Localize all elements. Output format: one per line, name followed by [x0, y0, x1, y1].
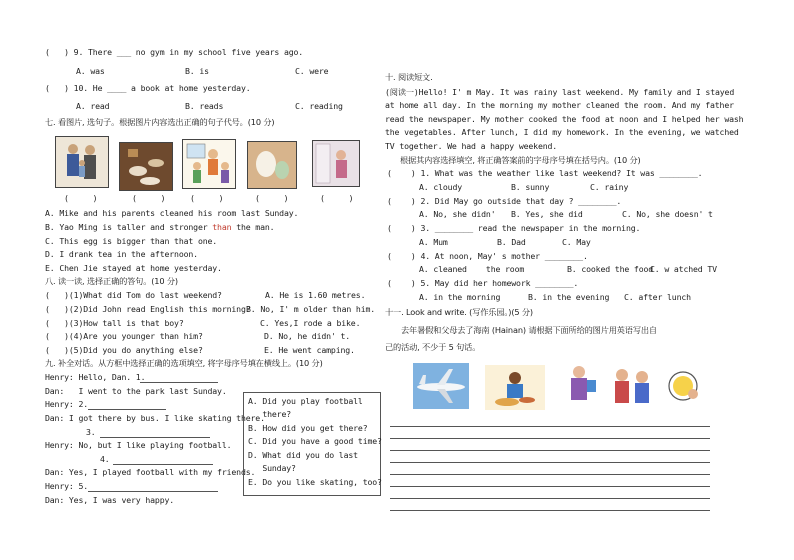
dialog-line-5: 3. [86, 427, 96, 437]
sec8-answer-a: A. He is 1.60 metres. [265, 290, 366, 300]
picture-2-bracket[interactable]: ( ) [132, 193, 166, 203]
section-9-title: 九. 补全对话。从方框中选择正确的选项填空, 将字母序号填在横线上。(10 分) [45, 358, 323, 368]
question-9: ( ) 9. There ___ no gym in my school five years ago. [45, 47, 304, 57]
dialog-blank-3[interactable] [100, 437, 210, 438]
rq4-option-b: B. cooked the food [567, 264, 654, 274]
passage-line-5: TV together. We had a happy weekend. [385, 141, 558, 151]
passage-line-1: (阅读一)Hello! I' m May. It was rainy last weekend. My family and I stayed [385, 87, 735, 97]
section-7-title: 七. 看图片, 选句子。根据图片内容选出正确的句子代号。(10 分) [45, 117, 275, 127]
sec8-answer-b: B. No, I' m older than him. [246, 304, 376, 314]
passage-line-3: read the newspaper. My mother cooked the food at noon and I helped her wash [385, 114, 744, 124]
picture-girl-at-home [312, 140, 360, 187]
sentence-c: C. This egg is bigger than that one. [45, 236, 218, 246]
rq4-option-c: C. w atched TV [650, 264, 717, 274]
writing-line-1[interactable] [390, 426, 710, 427]
rq5-option-c: C. after lunch [624, 292, 691, 302]
rq4-option-a: A. cleaned the room [419, 264, 525, 274]
dialog-line-8: Dan: Yes, I played football with my friends. [45, 467, 256, 477]
reading-question-2: ( ) 2. Did May go outside that day ? ________. [387, 196, 622, 206]
q9-option-a: A. was [76, 66, 105, 76]
dialog-line-2: Dan: I went to the park last Sunday. [45, 386, 227, 396]
sec8-question-5: ( )(5)Did you do anything else? [45, 345, 203, 355]
writing-line-3[interactable] [390, 450, 710, 451]
sec8-question-3: ( )(3)How tall is that boy? [45, 318, 184, 328]
box-option-a: A. Did you play football [248, 396, 363, 406]
rq5-option-a: A. in the morning [419, 292, 501, 302]
question-10: ( ) 10. He ____ a book at home yesterday. [45, 83, 251, 93]
q10-option-a: A. read [76, 101, 110, 111]
sentence-b [45, 222, 274, 233]
passage-line-4: the vegetables. After lunch, I did my homework. In the evening, we watched [385, 127, 739, 137]
dialog-line-9: Henry: 5. [45, 481, 89, 491]
picture-swimming-pool [563, 362, 599, 410]
q10-option-b: B. reads [185, 101, 224, 111]
dialog-line-7: 4. [100, 454, 110, 464]
reading-question-1: ( ) 1. What was the weather like last weekend? It was ________. [387, 168, 703, 178]
sentence-a: A. Mike and his parents cleaned his room last Sunday. [45, 208, 299, 218]
rq3-option-b: B. Dad [497, 237, 526, 247]
rq5-option-b: B. in the evening [528, 292, 610, 302]
sec8-answer-e: E. He went camping. [264, 345, 355, 355]
sec8-question-1: ( )(1)What did Tom do last weekend? [45, 290, 222, 300]
reading-instructions: 根据其内容选择填空, 将正确答案前的字母序号填在括号内。(10 分) [400, 155, 641, 165]
reading-question-3: ( ) 3. ________ read the newspaper in the morning. [387, 223, 641, 233]
sentence-e: E. Chen Jie stayed at home yesterday. [45, 263, 222, 273]
sec8-answer-d: D. No, he didn' t. [264, 331, 351, 341]
writing-line-4[interactable] [390, 462, 710, 463]
dialog-line-10: Dan: Yes, I was very happy. [45, 495, 175, 505]
sentence-b-red-word: than [212, 222, 232, 232]
box-option-a-cont: there? [248, 409, 292, 419]
rq2-option-c: C. No, she doesn' t [622, 209, 713, 219]
dialog-blank-2[interactable] [88, 409, 166, 410]
picture-airplane [413, 363, 469, 409]
section-10-title: 十. 阅读短文. [385, 72, 433, 82]
box-option-c: C. Did you have a good time? [248, 436, 382, 446]
dialog-blank-1[interactable] [140, 382, 218, 383]
writing-prompt-line-2: 己的活动, 不少于 5 句话。 [385, 342, 481, 352]
picture-eggs [247, 141, 297, 189]
box-option-d-cont: Sunday? [248, 463, 296, 473]
picture-window-sun [663, 364, 705, 408]
picture-cleaning [182, 139, 236, 189]
dialog-line-1: Henry: Hello, Dan. 1. [45, 372, 146, 382]
picture-5-bracket[interactable]: ( ) [320, 193, 354, 203]
rq2-option-b: B. Yes, she did [511, 209, 583, 219]
rq3-option-c: C. May [562, 237, 591, 247]
sec8-answer-c: C. Yes,I rode a bike. [260, 318, 361, 328]
writing-line-8[interactable] [390, 510, 710, 511]
sec8-question-2: ( )(2)Did John read English this morning? [45, 304, 251, 314]
picture-1-bracket[interactable]: ( ) [64, 193, 98, 203]
picture-4-bracket[interactable]: ( ) [255, 193, 289, 203]
writing-line-6[interactable] [390, 486, 710, 487]
dialog-line-6: Henry: No, but I like playing football. [45, 440, 232, 450]
writing-line-7[interactable] [390, 498, 710, 499]
picture-tea [119, 142, 173, 191]
box-option-d: D. What did you do last [248, 450, 358, 460]
sentence-d: D. I drank tea in the afternoon. [45, 249, 198, 259]
rq3-option-a: A. Mum [419, 237, 448, 247]
picture-people [606, 363, 658, 409]
sentence-b-end: the man. [236, 222, 275, 232]
q9-option-b: B. is [185, 66, 209, 76]
sentence-b-main: B. Yao Ming is taller and stronger [45, 222, 208, 232]
box-option-b: B. How did you get there? [248, 423, 368, 433]
picture-3-bracket[interactable]: ( ) [190, 193, 224, 203]
picture-family [55, 136, 109, 188]
rq1-option-a: A. cloudy [419, 182, 463, 192]
section-11-title: 十一. Look and write. (写作乐园。)(5 分) [385, 307, 533, 317]
sec8-question-4: ( )(4)Are you younger than him? [45, 331, 203, 341]
reading-question-5: ( ) 5. May did her homework ________. [387, 278, 579, 288]
q10-option-c: C. reading [295, 101, 343, 111]
passage-line-2: at home all day. In the morning my mother cleaned the room. And my father [385, 100, 734, 110]
dialog-line-3: Henry: 2. [45, 399, 89, 409]
rq1-option-b: B. sunny [511, 182, 550, 192]
box-option-e: E. Do you like skating, too? [248, 477, 382, 487]
section-8-title: 八. 读一读, 选择正确的答句。(10 分) [45, 276, 178, 286]
rq1-option-c: C. rainy [590, 182, 629, 192]
picture-eating [485, 365, 545, 410]
dialog-line-4: Dan: I got there by bus. I like skating there. [45, 413, 265, 423]
q9-option-c: C. were [295, 66, 329, 76]
reading-question-4: ( ) 4. At noon, May' s mother ________. [387, 251, 588, 261]
dialog-blank-4[interactable] [113, 464, 213, 465]
rq2-option-a: A. No, she didn' [419, 209, 496, 219]
dialog-blank-5[interactable] [88, 491, 218, 492]
writing-line-2[interactable] [390, 438, 710, 439]
writing-prompt-line-1: 去年暑假和父母去了海南 (Hainan) 请根据下面所给的图片用英语写出自 [401, 325, 657, 335]
writing-line-5[interactable] [390, 474, 710, 475]
